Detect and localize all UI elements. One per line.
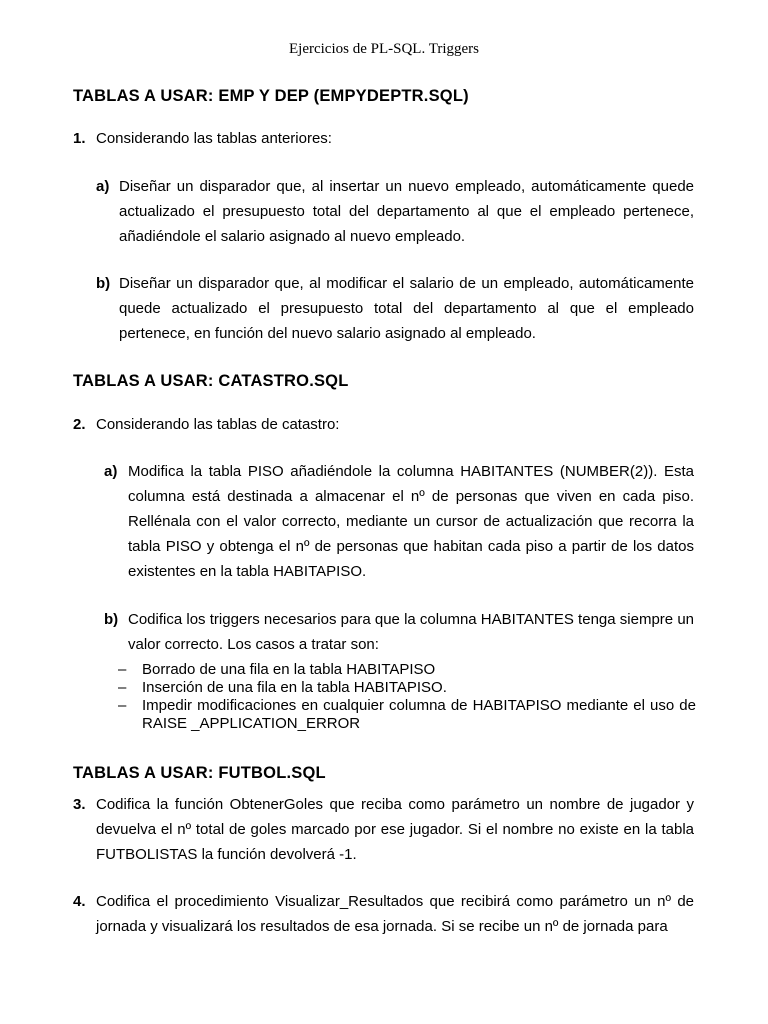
section-heading-emp-dep: TABLAS A USAR: EMP Y DEP (EMPYDEPTR.SQL) [73, 87, 469, 105]
exercise-2a-label: a) [104, 463, 118, 480]
cases-list [118, 661, 696, 733]
exercise-1b-text: Diseñar un disparador que, al modificar el salario de un empleado, automáticamente quede actualizado el presupuesto total del departamento al que el empleado pertenece, en función del nuevo salario asignado al empleado. [119, 275, 694, 342]
exercise-1a-text: Diseñar un disparador que, al insertar un nuevo empleado, automáticamente quede actualizado el presupuesto total del departamento al que el empleado pertenece, añadiéndole el salario asignado al nuevo empleado. [119, 178, 694, 245]
exercise-2b-label: b) [104, 611, 119, 628]
list-dash: – [118, 661, 127, 678]
case-update-text: Impedir modificaciones en cualquier columna de HABITAPISO mediante el uso de RAISE _APPLICATION_ERROR [142, 697, 696, 732]
exercise-2-text: Considerando las tablas de catastro: [96, 416, 340, 433]
exercise-1b-label: b) [96, 275, 111, 292]
list-item [118, 661, 696, 679]
list-dash: – [118, 679, 127, 696]
exercise-number-3: 3. [73, 796, 86, 813]
exercise-number-1: 1. [73, 130, 86, 147]
exercise-1a-label: a) [96, 178, 110, 195]
exercise-4-text: Codifica el procedimiento Visualizar_Resultados que recibirá como parámetro un nº de jornada y visualizará los resultados de esa jornada. Si se recibe un nº de jornada para [96, 893, 694, 935]
list-item [118, 697, 696, 733]
exercise-1-text: Considerando las tablas anteriores: [96, 130, 332, 147]
exercise-2b-text: Codifica los triggers necesarios para que la columna HABITANTES tenga siempre un valor correcto. Los casos a tratar son: [128, 611, 694, 653]
exercise-2a-text: Modifica la tabla PISO añadiéndole la columna HABITANTES (NUMBER(2)). Esta columna está destinada a almacenar el nº de personas que viven en cada piso. Rellénala con el valor correcto, mediante un cursor de actualización que recorra la tabla PISO y obtenga el nº de personas que habitan cada piso a partir de los datos existentes en la tabla HABITAPISO. [128, 463, 694, 580]
exercise-number-2: 2. [73, 416, 86, 433]
exercise-number-4: 4. [73, 893, 86, 910]
page-header: Ejercicios de PL-SQL. Triggers [289, 41, 479, 57]
case-delete-text: Borrado de una fila en la tabla HABITAPISO [142, 661, 436, 678]
section-heading-catastro: TABLAS A USAR: CATASTRO.SQL [73, 372, 349, 390]
case-insert-text: Inserción de una fila en la tabla HABITAPISO. [142, 679, 447, 696]
exercise-3-text: Codifica la función ObtenerGoles que reciba como parámetro un nombre de jugador y devuelva el nº total de goles marcado por ese jugador. Si el nombre no existe en la tabla FUTBOLISTAS la función devolverá -1. [96, 796, 694, 863]
list-item [118, 679, 696, 697]
list-dash: – [118, 697, 127, 714]
section-heading-futbol: TABLAS A USAR: FUTBOL.SQL [73, 764, 326, 782]
